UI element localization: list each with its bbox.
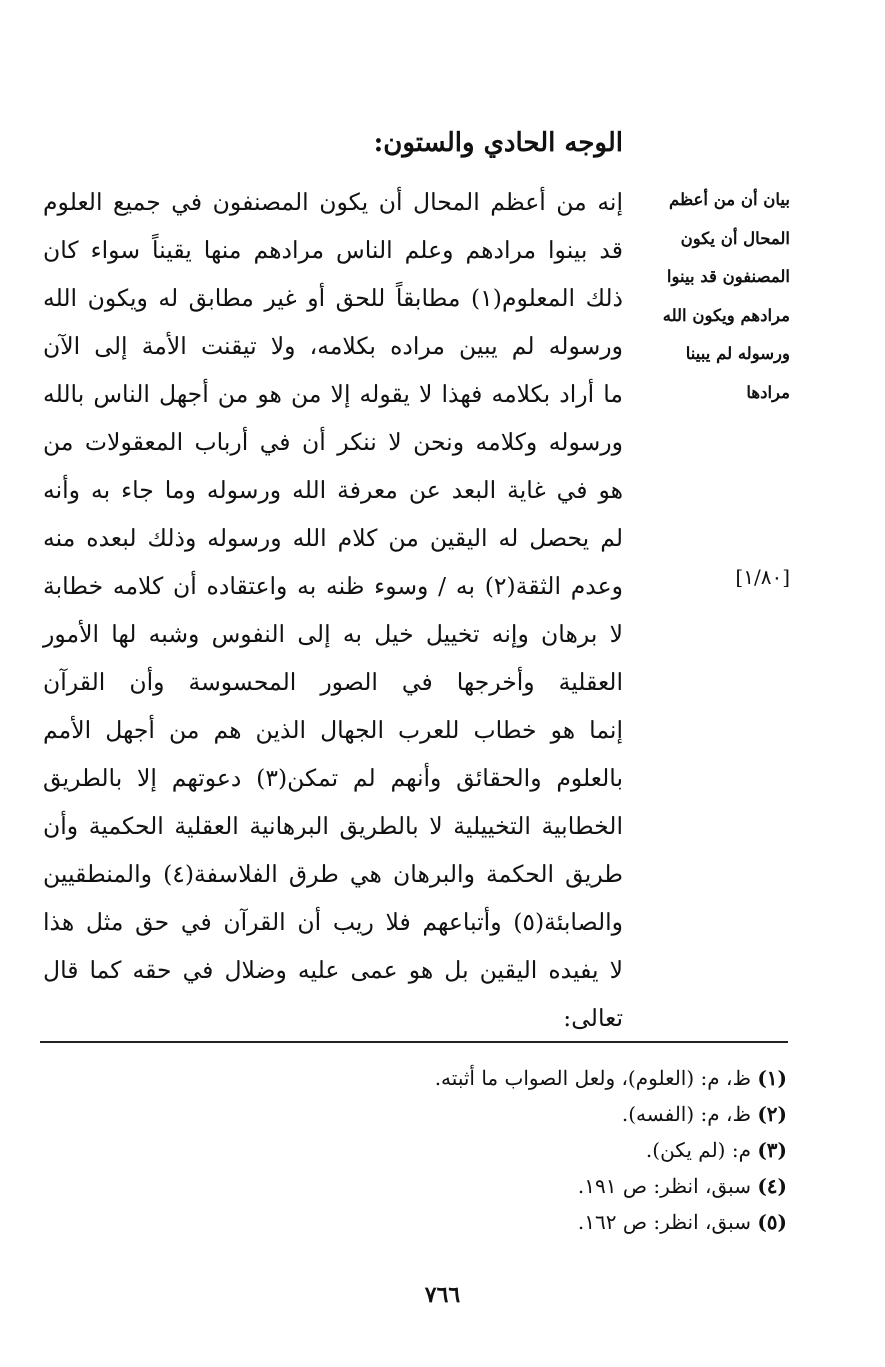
footnote [87, 1204, 787, 1240]
margin-note-line: مرادها [746, 382, 790, 402]
text-line: لم يحصل له اليقين من كلام الله ورسوله وذلك لبعده منه [43, 524, 623, 552]
section-heading: الوجه الحادي والستون: [373, 128, 623, 158]
margin-note [662, 181, 790, 412]
text-line: لا يفيده اليقين بل هو عمى عليه وضلال في حقه كما قال [43, 956, 623, 984]
footnote [87, 1060, 787, 1096]
footnote [87, 1096, 787, 1132]
text-line: ما أراد بكلامه فهذا لا يقوله إلا من هو من أجهل الناس بالله [43, 380, 623, 408]
text-line: قد بينوا مرادهم وعلم الناس مرادهم منها يقيناً سواء كان [43, 236, 623, 264]
footnote-number: (٥) [757, 1210, 787, 1234]
footnote [87, 1168, 787, 1204]
margin-note-line: المحال أن يكون [680, 228, 790, 248]
page-number: ٧٦٦ [424, 1282, 461, 1308]
footnotes [87, 1060, 787, 1240]
text-line: الخطابية التخييلية لا بالطريق البرهانية العقلية الحكمية وأن [43, 812, 623, 840]
footnote-divider [40, 1041, 788, 1043]
text-line: وعدم الثقة(٢) به / وسوء ظنه به واعتقاده أن كلامه خطابة [43, 572, 623, 600]
text-line: تعالى: [563, 1004, 623, 1032]
text-line: ورسوله وكلامه ونحن لا ننكر أن في أرباب المعقولات من [43, 428, 623, 456]
text-line: لا برهان وإنه تخييل خيل به إلى النفوس وشبه لها الأمور [43, 620, 623, 648]
text-line: طريق الحكمة والبرهان هي طرق الفلاسفة(٤) والمنطقيين [43, 860, 623, 888]
footnote-text: سبق، انظر: ص ١٦٢. [577, 1210, 751, 1234]
text-line: والصابئة(٥) وأتباعهم فلا ريب أن القرآن في حق مثل هذا [43, 908, 623, 936]
footnote-text: م: (لم يكن). [645, 1138, 751, 1162]
margin-note-line: المصنفون قد بينوا [666, 267, 790, 286]
text-line: هو في غاية البعد عن معرفة الله ورسوله وما جاء به وأنه [43, 476, 623, 504]
footnote-number: (٣) [757, 1138, 787, 1162]
footnote-number: (١) [757, 1066, 787, 1090]
page-reference-marker: [١/٨٠] [735, 565, 790, 589]
text-line: العقلية وأخرجها في الصور المحسوسة وأن القرآن [43, 668, 623, 696]
footnote-text: سبق، انظر: ص ١٩١. [577, 1174, 751, 1198]
footnote-number: (٢) [757, 1102, 787, 1126]
footnote-text: ظ، م: (الفسه). [621, 1102, 751, 1126]
footnote-number: (٤) [757, 1174, 787, 1198]
footnote-text: ظ، م: (العلوم)، ولعل الصواب ما أثبته. [434, 1066, 751, 1090]
text-line: إنما هو خطاب للعرب الجهال الذين هم من أجهل الأمم [43, 716, 623, 744]
main-text [43, 178, 623, 1042]
text-line: ورسوله لم يبين مراده بكلامه، ولا تيقنت الأمة إلى الآن [43, 332, 623, 360]
margin-note-line: مرادهم ويكون الله [662, 305, 790, 325]
margin-note-line: بيان أن من أعظم [669, 190, 790, 209]
margin-note-line: ورسوله لم يبينا [685, 344, 790, 363]
text-line: بالعلوم والحقائق وأنهم لم تمكن(٣) دعوتهم إلا بالطريق [43, 764, 623, 792]
text-line: إنه من أعظم المحال أن يكون المصنفون في جميع العلوم [43, 188, 623, 216]
text-line: ذلك المعلوم(١) مطابقاً للحق أو غير مطابق له ويكون الله [43, 284, 624, 312]
footnote [87, 1132, 787, 1168]
